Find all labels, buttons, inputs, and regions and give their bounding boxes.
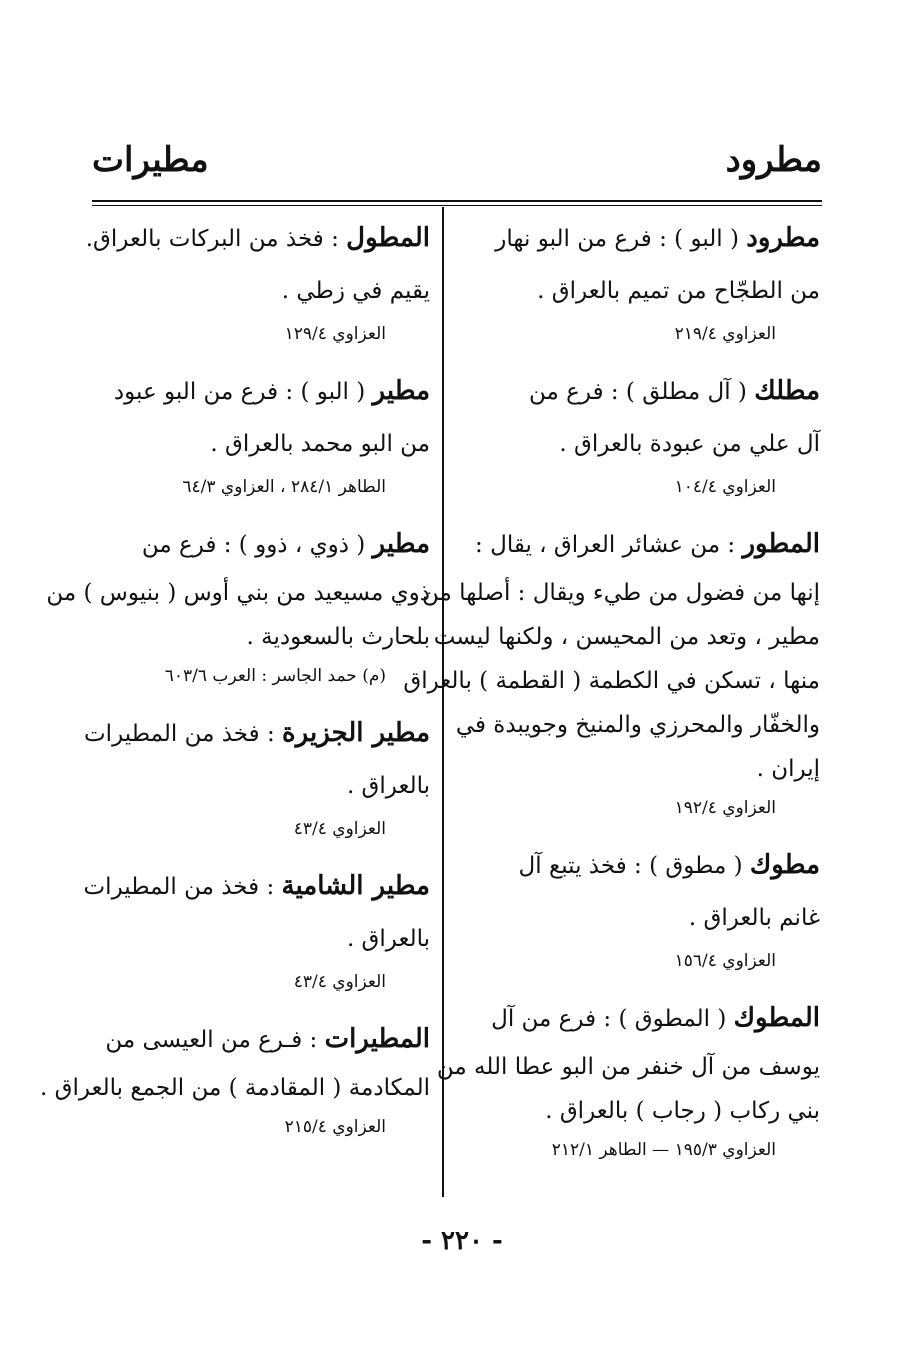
entry-text: بني ركاب ( رجاب ) بالعراق .	[545, 1098, 820, 1124]
entry-title: مطلك	[754, 376, 820, 406]
entry	[458, 839, 820, 978]
entry-text: ( البو ) : فرع من البو عبود	[113, 379, 366, 405]
entry-text: مطير ، وتعد من المحيسن ، ولكنها ليست	[433, 624, 820, 650]
entry-source: العزاوي ٤٣/٤	[293, 972, 386, 992]
entry	[403, 518, 820, 825]
entry-text: من البو محمد بالعراق .	[210, 431, 430, 457]
entry	[39, 1013, 430, 1144]
entry-text: : من عشائر العراق ، يقال :	[475, 532, 736, 558]
header-guide-word-right: مطرود	[725, 140, 822, 180]
page-number: - ٢٢٠ -	[421, 1226, 503, 1256]
entry-text: بالعراق .	[346, 926, 430, 952]
entry-text: ( المطوق ) : فرع من آل	[491, 1006, 727, 1032]
entry-source: (م) حمد الجاسر : العرب ٦٠٣/٦	[164, 666, 386, 686]
entry-source: العزاوي ١٢٩/٤	[284, 324, 386, 344]
entry-title: المطوك	[733, 1003, 820, 1033]
entry-text: آل علي من عبودة بالعراق .	[559, 431, 820, 457]
entry-text: ( مطوق ) : فخذ يتبع آل	[518, 853, 743, 879]
entry-source: العزاوي ١٥٦/٤	[674, 951, 776, 971]
entry-text: : فخذ من المطيرات	[83, 874, 275, 900]
entry-text: بلحارث بالسعودية .	[246, 624, 430, 650]
entry-text: ( ذوي ، ذوو ) : فرع من	[141, 532, 366, 558]
entry-text: ذوي مسيعيد من بني أوس ( بنيوس ) من	[46, 580, 430, 606]
entry-text: المكادمة ( المقادمة ) من الجمع بالعراق .	[39, 1075, 430, 1101]
header-guide-word-left: مطيرات	[92, 140, 209, 180]
entry-text: ( آل مطلق ) : فرع من	[529, 379, 747, 405]
entry-text: والخفّار والمحرزي والمنيخ وجويبدة في	[455, 712, 820, 738]
entry-text: يوسف من آل خنفر من البو عطا الله من	[436, 1054, 820, 1080]
entry-title: المطيرات	[324, 1024, 430, 1054]
entry-title: المطور	[742, 529, 820, 559]
entry-title: مطير الجزيرة	[282, 718, 430, 748]
left-column	[39, 212, 430, 1158]
entry-text: بالعراق .	[346, 773, 430, 799]
entry-title: مطوك	[749, 850, 820, 880]
entry-text: منها ، تسكن في الكطمة ( القطمة ) بالعراق	[403, 668, 820, 694]
entry	[436, 992, 820, 1167]
entry-source: العزاوي ٢١٥/٤	[284, 1117, 386, 1137]
entry-text: : فخذ من البركات بالعراق.	[85, 226, 339, 252]
entry-title: مطير الشامية	[281, 871, 430, 901]
right-column	[403, 212, 820, 1181]
entry-text: من الطجّاح من تميم بالعراق .	[537, 278, 820, 304]
entry-text: إنها من فضول من طيء ويقال : أصلها من	[422, 580, 820, 606]
entry-text: : فخذ من المطيرات	[84, 721, 275, 747]
entry	[458, 212, 820, 351]
entry-source: العزاوي ٤٣/٤	[293, 819, 386, 839]
entry	[80, 365, 430, 504]
entry	[80, 212, 430, 351]
header-rule-thin	[92, 205, 822, 206]
entry	[80, 707, 430, 846]
entry-text: : فـرع من العيسى من	[105, 1027, 318, 1053]
entry	[80, 860, 430, 999]
entry	[458, 365, 820, 504]
entry	[46, 518, 430, 693]
entry-source: العزاوي ١٩٢/٤	[674, 798, 776, 818]
page-header	[92, 140, 822, 192]
header-rule-thick	[92, 200, 822, 202]
entry-source: العزاوي ٢١٩/٤	[674, 324, 776, 344]
entry-title: مطير	[372, 529, 430, 559]
entry-text: ( البو ) : فرع من البو نهار	[495, 226, 739, 252]
entry-text: إيران .	[756, 756, 820, 782]
entry-text: غانم بالعراق .	[688, 905, 820, 931]
entry-source: العزاوي ١٩٥/٣ — الطاهر ٢١٢/١	[551, 1140, 776, 1160]
entry-title: مطرود	[746, 223, 820, 253]
entry-source: العزاوي ١٠٤/٤	[674, 477, 776, 497]
entry-source: الطاهر ٢٨٤/١ ، العزاوي ٦٤/٣	[182, 477, 386, 497]
entry-text: يقيم في زطي .	[281, 278, 430, 304]
entry-title: المطول	[346, 223, 430, 253]
entry-title: مطير	[372, 376, 430, 406]
